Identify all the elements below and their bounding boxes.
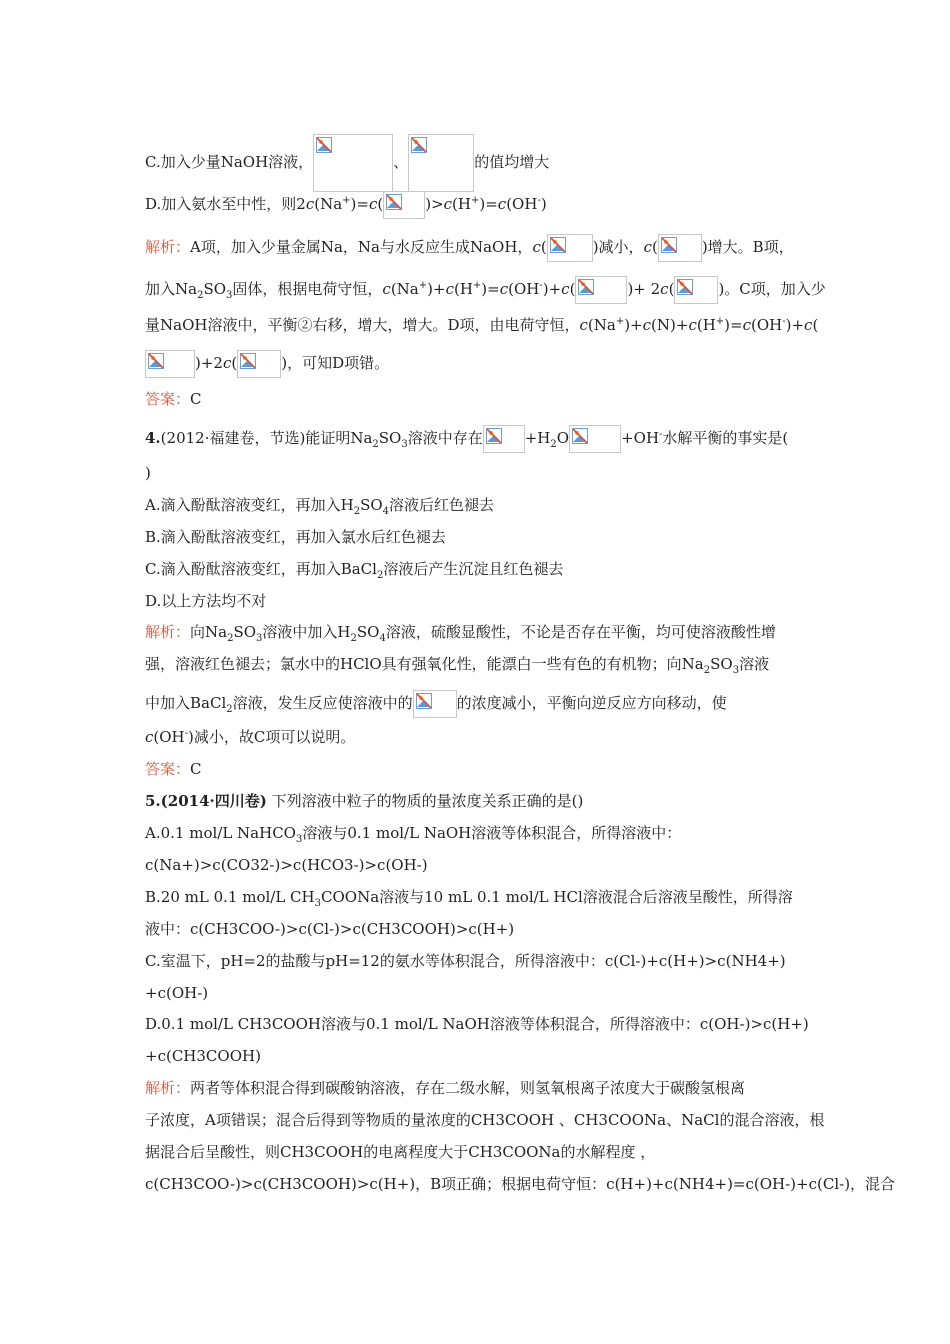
q4-option-text: A.滴入酚酞溶液变红，再加入H bbox=[145, 496, 354, 514]
q5-analysis-text: 两者等体积混合得到碳酸钠溶液，存在二级水解，则氢氧根离子浓度大于碳酸氢根离 bbox=[190, 1079, 746, 1097]
q3-analysis-line-1: 解析：A项，加入少量金属Na，Na与水反应生成NaOH，c( )减小，c( )增大。B项， bbox=[145, 234, 794, 262]
q4-analysis-text: 溶液 bbox=[739, 655, 770, 673]
q5-analysis-line-3 bbox=[145, 1142, 655, 1162]
broken-image-icon bbox=[661, 237, 677, 253]
broken-image-icon bbox=[416, 693, 432, 709]
answer-value: C bbox=[190, 390, 202, 408]
q4-stem-text: 水解平衡的事实是( bbox=[662, 429, 789, 447]
q3-analysis-text: )增大。B项， bbox=[701, 238, 794, 256]
q5-option-text: C.室温下，pH=2的盐酸与pH=12的氨水等体积混合，所得溶液中：c(Cl-)+c(H+)>c(NH4+) bbox=[145, 952, 786, 970]
q4-answer-line bbox=[145, 759, 202, 779]
q5-option-a-2 bbox=[145, 855, 428, 875]
q4-option-b bbox=[145, 527, 446, 547]
formula-image bbox=[313, 134, 393, 192]
q4-stem-text: (2012·福建卷，节选)能证明Na bbox=[160, 429, 373, 447]
q5-analysis-line-1 bbox=[145, 1078, 745, 1098]
analysis-label: 解析： bbox=[145, 1079, 191, 1097]
q4-option-text: 溶液后产生沉淀且红色褪去 bbox=[383, 560, 564, 578]
q5-option-d-1 bbox=[145, 1014, 809, 1034]
q4-stem-close bbox=[145, 463, 151, 483]
q3-analysis-text: 固体，根据电荷守恒， bbox=[232, 280, 383, 298]
q5-option-text: B.20 mL 0.1 mol/L CH bbox=[145, 888, 315, 906]
q4-analysis-line-2: 强，溶液红色褪去；氯水中的HClO具有强氧化性，能漂白一些有色的有机物；向$Na_2SO_3$溶液 bbox=[145, 655, 770, 676]
formula-image bbox=[658, 234, 702, 262]
answer-value: C bbox=[190, 760, 202, 778]
q3-analysis-line-2: 加入$Na_2SO_3$固体，根据电荷守恒，c(Na+)+c(H+)=c(OH-)+c( )+ 2c( )。C项，加入少 bbox=[145, 276, 826, 304]
q5-option-text: c(Na+)>c(CO32-)>c(HCO3-)>c(OH-) bbox=[145, 856, 428, 874]
q3-analysis-text: )。C项，加入少 bbox=[718, 280, 826, 298]
q3-analysis-text: )减小， bbox=[592, 238, 644, 256]
q4-option-text: D.以上方法均不对 bbox=[145, 592, 267, 610]
question-number: 4. bbox=[145, 429, 161, 447]
q4-stem-text: +OH bbox=[621, 429, 660, 447]
q4-option-c: C.滴入酚酞溶液变红，再加入BaCl$_2$溶液后产生沉淀且红色褪去 bbox=[145, 560, 564, 581]
broken-image-icon bbox=[677, 279, 693, 295]
q4-analysis-text: 的浓度减小，平衡向逆反应方向移动，使 bbox=[456, 694, 727, 712]
formula-image bbox=[575, 276, 627, 304]
question-number: 5.(2014·四川卷) bbox=[145, 792, 267, 810]
formula-image bbox=[145, 350, 195, 378]
q3-analysis-text: A项，加入少量金属Na，Na与水反应生成NaOH， bbox=[190, 238, 533, 256]
option-c-text: C.加入少量NaOH溶液， bbox=[145, 153, 314, 171]
q5-option-c-1 bbox=[145, 951, 786, 971]
q3-analysis-line-3: 量NaOH溶液中，平衡②右移，增大，增大。D项，由电荷守恒，c(Na+)+c(N)+c(H+)=c(OH-)+c( bbox=[145, 316, 819, 334]
option-d-line bbox=[145, 191, 547, 219]
q5-option-text: COONa溶液与10 mL 0.1 mol/L HCl溶液混合后溶液呈酸性，所得溶 bbox=[321, 888, 793, 906]
formula-image bbox=[383, 191, 425, 219]
q3-analysis-text: )+2 bbox=[195, 354, 223, 372]
q4-stem-text: 溶液中存在 bbox=[407, 429, 483, 447]
q4-option-text: 溶液后红色褪去 bbox=[389, 496, 495, 514]
q4-analysis-text: 中加入BaCl bbox=[145, 694, 227, 712]
q5-option-b-2 bbox=[145, 919, 514, 939]
option-c-sep: 、 bbox=[393, 153, 409, 171]
broken-image-icon bbox=[316, 137, 332, 153]
q4-analysis-text: 溶液，发生反应使溶液中的 bbox=[232, 694, 413, 712]
answer-label: 答案： bbox=[145, 760, 191, 778]
q4-stem-text: ) bbox=[145, 464, 151, 482]
q5-analysis-line-2 bbox=[145, 1110, 824, 1130]
formula-image bbox=[408, 134, 474, 192]
q5-option-text: 液中：c(CH3COO-)>c(Cl-)>c(CH3COOH)>c(H+) bbox=[145, 920, 515, 938]
q4-option-d bbox=[145, 591, 266, 611]
q5-stem-line bbox=[145, 791, 583, 811]
q4-analysis-line-4: c(OH-)减小，故C项可以说明。 bbox=[145, 728, 356, 746]
q5-analysis-text: 子浓度，A项错误；混合后得到等物质的量浓度的CH3COOH 、CH3COONa、NaCl的混合溶液，根 bbox=[145, 1111, 825, 1129]
q5-stem-text: 下列溶液中粒子的物质的量浓度关系正确的是() bbox=[271, 792, 584, 810]
q3-answer-line bbox=[145, 389, 202, 409]
q4-analysis-text: 溶液，硫酸显酸性，不论是否存在平衡，均可使溶液酸性增 bbox=[385, 623, 776, 641]
q4-stem-line: 4.(2012·福建卷，节选)能证明$Na_2SO_3$溶液中存在 $+H_2O$ +OH-水解平衡的事实是( bbox=[145, 425, 788, 453]
q5-analysis-text: 据混合后呈酸性，则CH3COOH的电离程度大于CH3COONa的水解程度 ， bbox=[145, 1143, 656, 1161]
q5-option-text: A.0.1 mol/L NaHCO bbox=[145, 824, 296, 842]
option-d-tail: )>c(H+)=c(OH-) bbox=[425, 195, 547, 213]
formula-image bbox=[413, 690, 457, 718]
option-c-suffix: 的值均增大 bbox=[474, 153, 550, 171]
broken-image-icon bbox=[240, 353, 256, 369]
q3-analysis-text: 加入Na bbox=[145, 280, 198, 298]
q5-option-text: D.0.1 mol/L CH3COOH溶液与0.1 mol/L NaOH溶液等体积混合，所得溶液中：c(OH-)>c(H+) bbox=[145, 1015, 809, 1033]
broken-image-icon bbox=[486, 428, 502, 444]
option-c-line bbox=[145, 134, 549, 192]
q5-option-b-1: B.20 mL 0.1 mol/L $CH_3COONa$溶液与10 mL 0.1 mol/L HCl溶液混合后溶液呈酸性，所得溶 bbox=[145, 888, 793, 909]
q5-option-a-1: A.0.1 mol/L NaHCO$_3$溶液与0.1 mol/L NaOH溶液等体积混合，所得溶液中： bbox=[145, 824, 682, 845]
q5-analysis-text: c(CH3COO-)>c(CH3COOH)>c(H+)，B项正确；根据电荷守恒：c(H+)+c(NH4+)=c(OH-)+c(Cl-)，混合 bbox=[145, 1175, 896, 1193]
q4-option-text: C.滴入酚酞溶液变红，再加入BaCl bbox=[145, 560, 377, 578]
broken-image-icon bbox=[148, 353, 164, 369]
q4-analysis-text: 溶液中加入H bbox=[262, 623, 351, 641]
broken-image-icon bbox=[578, 279, 594, 295]
formula-image bbox=[569, 425, 621, 453]
broken-image-icon bbox=[386, 194, 402, 210]
broken-image-icon bbox=[411, 137, 427, 153]
q4-analysis-line-1: 解析：向$Na_2SO_3$溶液中加入$H_2SO_4$溶液，硫酸显酸性，不论是否存在平衡，均可使溶液酸性增 bbox=[145, 623, 776, 644]
q4-analysis-text: 减小，故C项可以说明。 bbox=[193, 728, 356, 746]
q3-analysis-text: 量NaOH溶液中，平衡②右移，增大，增大。D项，由电荷守恒， bbox=[145, 316, 580, 334]
q5-analysis-line-4 bbox=[145, 1174, 895, 1194]
formula-image bbox=[547, 234, 593, 262]
analysis-label: 解析： bbox=[145, 238, 191, 256]
q4-option-text: B.滴入酚酞溶液变红，再加入氯水后红色褪去 bbox=[145, 528, 446, 546]
formula-image bbox=[483, 425, 525, 453]
formula-image bbox=[674, 276, 718, 304]
formula-image bbox=[237, 350, 281, 378]
q4-analysis-text: 向Na bbox=[190, 623, 228, 641]
q5-option-text: 溶液与0.1 mol/L NaOH溶液等体积混合，所得溶液中： bbox=[302, 824, 682, 842]
analysis-label: 解析： bbox=[145, 623, 191, 641]
q5-option-text: +c(CH3COOH) bbox=[145, 1047, 261, 1065]
q5-option-d-2 bbox=[145, 1046, 261, 1066]
q4-stem-text: +H bbox=[524, 429, 551, 447]
q4-analysis-line-3: 中加入BaCl$_2$溶液，发生反应使溶液中的 的浓度减小，平衡向逆反应方向移动，使 bbox=[145, 690, 727, 718]
q3-analysis-line-4: )+2c( )，可知D项错。 bbox=[145, 350, 389, 378]
q5-option-c-2 bbox=[145, 983, 208, 1003]
broken-image-icon bbox=[572, 428, 588, 444]
q4-option-a: A.滴入酚酞溶液变红，再加入$H_2SO_4$溶液后红色褪去 bbox=[145, 496, 495, 517]
option-d-text: D.加入氨水至中性，则2c(Na+)=c( bbox=[145, 195, 384, 213]
q4-analysis-text: 强，溶液红色褪去；氯水中的HClO具有强氧化性，能漂白一些有色的有机物；向Na bbox=[145, 655, 704, 673]
q3-analysis-text: )+ 2 bbox=[627, 280, 661, 298]
q5-option-text: +c(OH-) bbox=[145, 984, 209, 1002]
q3-analysis-text: )，可知D项错。 bbox=[281, 354, 390, 372]
broken-image-icon bbox=[550, 237, 566, 253]
answer-label: 答案： bbox=[145, 390, 191, 408]
